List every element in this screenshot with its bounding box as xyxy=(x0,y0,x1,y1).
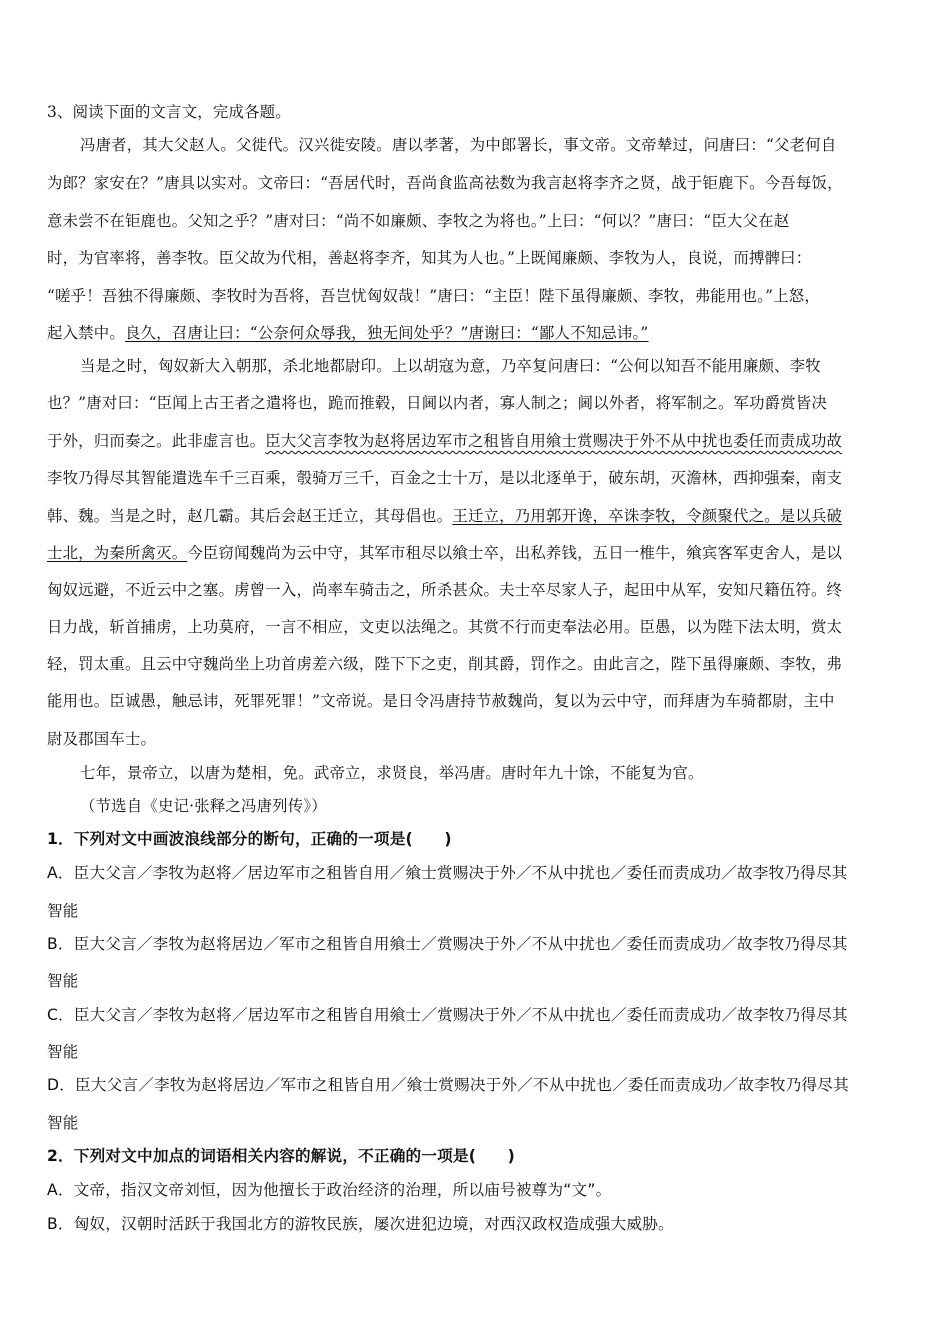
passage-line: 七年，景帝立，以唐为楚相，免。武帝立，求贤良，举冯唐。唐时年九十馀，不能复为官。 xyxy=(80,764,704,782)
q2-option-a[interactable]: A．文帝，指汉文帝刘恒，因为他擅长于政治经济的治理，所以庙号被尊为“文”。 xyxy=(47,1181,612,1199)
passage-segment: 今臣窃闻魏尚为云中守，其军市租尽以飨士卒，出私养钱，五日一椎牛，飨宾客军吏舍人，是以 xyxy=(187,544,843,562)
passage-line: 也？”唐对曰：“臣闻上古王者之遣将也，跪而推毂，日阃以内者，寡人制之；阃以外者，将军制之。军功爵赏皆决 xyxy=(47,394,828,412)
passage-line: 能用也。臣诚愚，触忌讳，死罪死罪！”文帝说。是日令冯唐持节赦魏尚，复以为云中守，而拜唐为车骑都尉，主中 xyxy=(47,692,835,710)
underlined-sentence: 王迁立，乃用郭开谗，卒诛李牧，令颜聚代之。是以兵破 xyxy=(452,507,843,525)
underlined-sentence: 良久，召唐让曰：“公奈何众辱我，独无间处乎？”唐谢曰：“鄙人不知忌讳。” xyxy=(124,324,649,342)
passage-line: 匈奴远避，不近云中之塞。虏曾一入，尚率车骑击之，所杀甚众。夫士卒尽家人子，起田中从军，安知尺籍伍符。终 xyxy=(47,581,843,599)
q1-option-a[interactable]: A．臣大父言／李牧为赵将／居边军市之租皆自用／飨士赏赐决于外／不从中扰也／委任而责成功／故李牧乃得尽其 xyxy=(47,864,848,882)
question-1-stem: 1．下列对文中画波浪线部分的断句，正确的一项是( ) xyxy=(47,830,452,848)
q1-option-c-cont: 智能 xyxy=(47,1043,79,1061)
question-title: 3、阅读下面的文言文，完成各题。 xyxy=(47,103,291,121)
passage-line: 当是之时，匈奴新大入朝那，杀北地都尉印。上以胡寇为意，乃卒复问唐曰：“公何以知吾不能用廉颇、李牧 xyxy=(80,357,821,375)
passage-line: 尉及郡国车士。 xyxy=(47,730,157,748)
passage-line xyxy=(47,430,907,452)
q1-option-d[interactable]: D．臣大父言／李牧为赵将居边／军市之租皆自用／飨士赏赐决于外／不从中扰也／委任而责成功／故李牧乃得尽其 xyxy=(47,1076,849,1094)
passage-segment: 韩、魏。当是之时，赵几霸。其后会赵王迁立，其母倡也。 xyxy=(47,507,453,525)
passage-segment: 起入禁中。 xyxy=(47,324,125,342)
passage-line: “嗟乎！吾独不得廉颇、李牧时为吾将，吾岂忧匈奴哉！”唐曰：“主臣！陛下虽得廉颇、李牧，弗能用也。”上怒， xyxy=(47,287,820,305)
q1-option-d-cont: 智能 xyxy=(47,1114,79,1132)
q1-option-b-cont: 智能 xyxy=(47,972,79,990)
q1-option-c[interactable]: C．臣大父言／李牧为赵将／居边军市之租皆自用飨士／赏赐决于外／不从中扰也／委任而责成功／故李牧乃得尽其 xyxy=(47,1006,848,1024)
passage-line xyxy=(47,322,907,344)
underlined-sentence: 士北，为秦所禽灭。 xyxy=(47,544,188,562)
passage-line: 为郎？家安在？”唐具以实对。文帝曰：“吾居代时，吾尚食监高祛数为我言赵将李齐之贤，战于钜鹿下。今吾每饭， xyxy=(47,174,843,192)
passage-line: 时，为官率将，善李牧。臣父故为代相，善赵将李齐，知其为人也。”上既闻廉颇、李牧为人，良说，而搏髀曰： xyxy=(47,249,812,267)
passage-line: 李牧乃得尽其智能遣选车千三百乘，彀骑万三千，百金之士十万，是以北逐单于，破东胡，灭澹林，西抑强秦，南支 xyxy=(47,469,843,487)
passage-segment: 于外，归而奏之。此非虚言也。 xyxy=(47,432,266,450)
passage-line: 日力战，斩首捕虏，上功莫府，一言不相应，文吏以法绳之。其赏不行而吏奉法必用。臣愚，以为陛下法太明，赏太 xyxy=(47,618,843,636)
question-2-stem: 2．下列对文中加点的词语相关内容的解说，不正确的一项是( ) xyxy=(47,1147,515,1165)
passage-line xyxy=(47,505,907,527)
wavy-underlined-text: 臣大父言李牧为赵将居边军市之租皆自用飨士赏赐决于外不从中扰也委任而责成功故 xyxy=(265,432,843,450)
q1-option-b[interactable]: B．臣大父言／李牧为赵将居边／军市之租皆自用飨士／赏赐决于外／不从中扰也／委任而责成功／故李牧乃得尽其 xyxy=(47,935,848,953)
q1-option-a-cont: 智能 xyxy=(47,902,79,920)
passage-line: 冯唐者，其大父赵人。父徙代。汉兴徙安陵。唐以孝著，为中郎署长，事文帝。文帝辇过，问唐曰：“父老何自 xyxy=(80,136,837,154)
passage-line: 轻，罚太重。且云中守魏尚坐上功首虏差六级，陛下下之吏，削其爵，罚作之。由此言之，陛下虽得廉颇、李牧，弗 xyxy=(47,655,843,673)
q2-option-b[interactable]: B．匈奴，汉朝时活跃于我国北方的游牧民族，屡次进犯边境，对西汉政权造成强大威胁。 xyxy=(47,1215,674,1233)
passage-line xyxy=(47,542,907,564)
passage-line: 意未尝不在钜鹿也。父知之乎？”唐对曰：“尚不如廉颇、李牧之为将也。”上曰：“何以？”唐曰：“臣大父在赵 xyxy=(47,212,790,230)
passage-source: （节选自《史记·张释之冯唐列传》） xyxy=(80,797,327,815)
